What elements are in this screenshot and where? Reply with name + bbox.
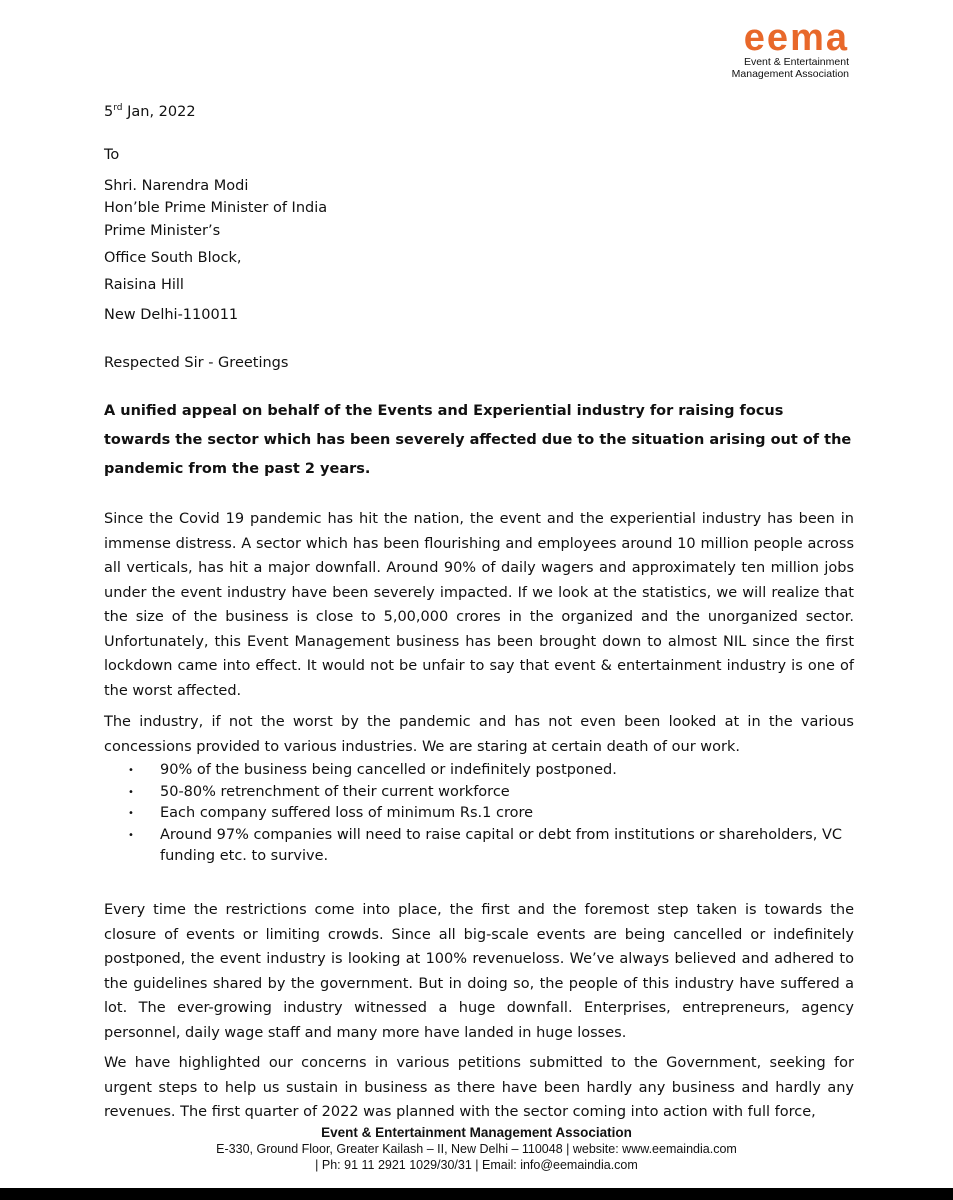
address-line: Raisina Hill <box>104 277 184 293</box>
subject-line: A unified appeal on behalf of the Events and Experiential industry for raising focus towards the sector which has been severely affected due to the situation arising out of the pandemic from the past 2 years. <box>104 403 852 477</box>
letterhead-footer <box>0 1124 953 1173</box>
address-line: New Delhi-110011 <box>104 307 239 323</box>
date-suffix: rd <box>113 103 123 113</box>
address-line: Hon’ble Prime Minister of India <box>104 200 328 216</box>
date-rest: Jan, 2022 <box>122 103 196 120</box>
bottom-border <box>0 1188 953 1200</box>
logo-wordmark: eema <box>743 17 849 59</box>
address-line: Prime Minister’s <box>104 223 221 239</box>
address-line: Shri. Narendra Modi <box>104 178 249 194</box>
bullet-dot: • <box>128 786 134 798</box>
bullet-dot: • <box>128 829 134 841</box>
body-paragraph-1: Since the Covid 19 pandemic has hit the nation, the event and the experiential industry has been in immense distress. A sector which has been flourishing and employees around 10 million people across all verticals, has hit a major downfall. Around 90% of daily wagers and approximately ten million jobs under the event industry have been severely impacted. If we look at the statistics, we will realize that the size of the business is close to 5,00,000 crores in the organized and the unorganized sector. Unfortunately, this Event Management business has been brought down to almost NIL since the first lockdown came into effect. It would not be unfair to say that event & entertainment industry is one of the worst affected. <box>104 511 854 699</box>
bullet-dot: • <box>128 808 134 819</box>
letter-date <box>104 98 196 122</box>
body-paragraph-3: Every time the restrictions come into place, the first and the foremost step taken is towards the closure of events or limiting crowds. Since all big-scale events are being cancelled or indefinitely postponed, the event industry is looking at 100% revenueloss. We’ve always believed and adhered to the guidelines shared by the government. But in doing so, the people of this industry have suffered a lot. The ever-growing industry witnessed a huge downfall. Enterprises, entrepreneurs, agency personnel, daily wage staff and many more have landed in huge losses. <box>104 902 854 1041</box>
bullet-text: 90% of the business being cancelled or indefinitely postponed. <box>160 762 617 778</box>
list-item <box>104 825 864 868</box>
list-item <box>104 760 864 782</box>
footer-address: E-330, Ground Floor, Greater Kailash – II, New Delhi – 110048 | website: www.eemaindia.com <box>216 1142 737 1156</box>
salutation: Respected Sir - Greetings <box>104 355 289 371</box>
footer-org-name: Event & Entertainment Management Association <box>321 1125 632 1140</box>
bullet-text: 50-80% retrenchment of their current workforce <box>160 783 510 800</box>
bullet-text: Each company suffered loss of minimum Rs.1 crore <box>160 805 534 821</box>
logo-subtitle-line-2: Management Association <box>731 68 849 80</box>
eema-logo <box>674 17 849 80</box>
address-line: Office South Block, <box>104 250 242 266</box>
logo-subtitle-line-1: Event & Entertainment <box>743 56 849 68</box>
body-paragraph-2: The industry, if not the worst by the pandemic and has not even been looked at in the various concessions provided to various industries. We are staring at certain death of our work. <box>104 714 854 755</box>
bullet-dot: • <box>128 765 134 776</box>
date-day: 5 <box>104 103 114 120</box>
bullet-text: Around 97% companies will need to raise capital or debt from institutions or shareholders, VC funding etc. to survive. <box>160 826 842 864</box>
body-paragraph-4: We have highlighted our concerns in various petitions submitted to the Government, seeking for urgent steps to help us sustain in business as there have been hardly any business and hardly any revenues. The first quarter of 2022 was planned with the sector coming into action with full force, <box>104 1055 854 1120</box>
list-item <box>104 782 864 804</box>
address-to: To <box>104 147 120 163</box>
footer-contact: | Ph: 91 11 2921 1029/30/31 | Email: info@eemaindia.com <box>315 1158 638 1172</box>
impact-bullet-list <box>104 760 864 868</box>
list-item <box>104 803 864 825</box>
